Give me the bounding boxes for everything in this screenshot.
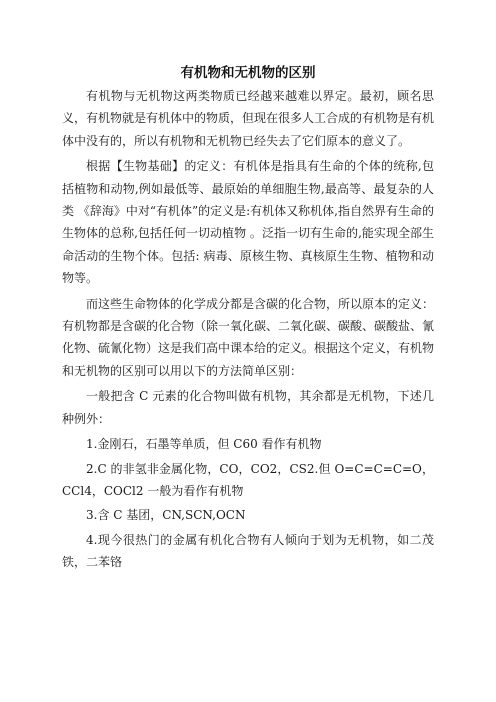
paragraph-carbon-definition: 而这些生命物体的化学成分都是含碳的化合物，所以原本的定义：有机物都是含碳的化合物（除一氧化碳、二氧化碳、碳酸、碳酸盐、氰化物、硫氰化物）这是我们高中课本给的定义。根据这个定义，有机物和无机物的区别可以用以下的方法简单区别： — [62, 296, 435, 378]
list-item-exception-1: 1.金刚石，石墨等单质，但 C60 看作有机物 — [86, 437, 322, 452]
paragraph-general-rule: 一般把含 C 元素的化合物叫做有机物，其余都是无机物，下述几种例外： — [62, 389, 434, 426]
list-item-exception-4: 4.现今很热门的金属有机化合物有人倾向于划为无机物，如二茂铁，二苯铬 — [62, 532, 434, 570]
list-item-exception-2: 2.C 的非氢非金属化物，CO，CO2，CS2.但 O=C=C=C=O，CCl4，COCl2 一般为看作有机物 — [62, 461, 434, 498]
paragraph-biology-definition: 根据【生物基础】的定义：有机体是指具有生命的个体的统称,包括植物和动物,例如最低等、最原始的单细胞生物,最高等、最复杂的人类 《辞海》中对“有机体”的定义是:有机体又称机体,指自然界有生命的生物体的总称,包括任何一切动植物 。泛指一切有生命的,能实现全部生命活动的生物个体。包括: 病毒、原核生物、真核原生生物、植物和动物等。 — [62, 159, 434, 286]
list-item-exception-3: 3.含 C 基团，CN,SCN,OCN — [86, 508, 246, 523]
paragraph-intro: 有机物与无机物这两类物质已经越来越难以界定。最初，顾名思义，有机物就是有机体中的物质，但现在很多人工合成的有机物是有机体中没有的，所以有机物和无机物已经失去了它们原本的意义了。 — [62, 89, 435, 148]
document-title: 有机物和无机物的区别 — [180, 65, 316, 81]
document-page — [62, 62, 434, 576]
